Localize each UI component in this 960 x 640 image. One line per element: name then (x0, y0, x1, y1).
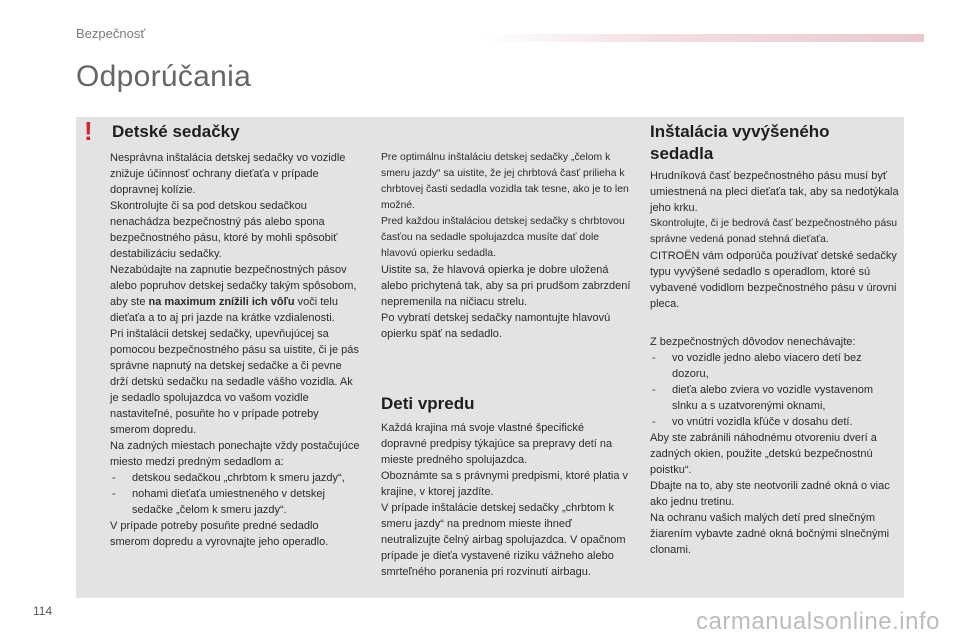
paragraph: Pre optimálnu inštaláciu detskej sedačky „čelom k smeru jazdy“ sa uistite, že jej chrbtová časť prilieha k chrbtovej časti sedadla vozidla tak tesne, ako je to len možné. (381, 152, 629, 211)
text-span: Nezabúdajte na zapnutie bezpečnostných pásov alebo popruhov detskej sedačky takým spôsobom, aby ste (110, 264, 357, 308)
heading-detske-sedacky: Detské sedačky (112, 122, 240, 141)
paragraph: V prípade potreby posuňte predné sedadlo smerom dopredu a vyrovnajte jeho operadlo. (110, 520, 329, 548)
paragraph: Nesprávna inštalácia detskej sedačky vo vozidle znižuje účinnosť ochrany dieťaťa v prípade dopravnej kolízie. (110, 152, 346, 196)
paragraph: Pred každou inštaláciou detskej sedačky s chrbtovou časťou na sedadle spolujazdca musíte dať dole hlavovú opierku sedadla. (381, 216, 625, 259)
watermark: carmanualsonline.info (696, 608, 940, 635)
column-detske-sedacky (110, 150, 360, 550)
list-item: - vo vnútri vozidla kľúče v dosahu detí. (650, 414, 900, 430)
paragraph: Na zadných miestach ponechajte vždy postačujúce miesto medzi predným sedadlom a: (110, 440, 360, 468)
page-title: Odporúčania (76, 60, 252, 93)
list-item: - vo vozidle jedno alebo viacero detí bez dozoru, (650, 350, 900, 382)
heading-instalacia: Inštalácia vyvýšeného sedadla (650, 122, 830, 163)
list (110, 470, 360, 518)
paragraph: Uistite sa, že hlavová opierka je dobre uložená alebo prichytená tak, aby sa pri prudšom zabrzdení nepremenila na ničiacu strelu. (381, 264, 631, 308)
page-number: 114 (33, 604, 53, 618)
exclamation-icon: ! (84, 116, 93, 146)
paragraph: V prípade inštalácie detskej sedačky „chrbtom k smeru jazdy“ na prednom mieste ihneď neutralizujte čelný airbag spolujazdca. V opačnom prípade je dieťa vystavené riziku vážneho alebo smrteľného poranenia pri rozvinutí airbagu. (381, 502, 626, 578)
paragraph: Pri inštalácii detskej sedačky, upevňujúcej sa pomocou bezpečnostného pásu sa uistite, či je pás správne napnutý na detskej sedačke a či pevne drží detskú sedačku na sedadle vášho vozidla. Ak je sedadlo spolujazdca vo vašom vozidle nastaviteľné, posuňte ho v prípade potreby smerom dopredu. (110, 328, 359, 436)
paragraph: Z bezpečnostných dôvodov nenechávajte: (650, 336, 856, 348)
paragraph (110, 262, 360, 326)
list-item: - dieťa alebo zviera vo vozidle vystavenom slnku a s uzatvorenými oknami, (650, 382, 900, 414)
paragraph: Po vybratí detskej sedačky namontujte hlavovú opierku späť na sedadlo. (381, 312, 611, 340)
paragraph: Na ochranu vašich malých detí pred slnečným žiarením vybavte zadné okná bočnými slnečnými clonami. (650, 512, 890, 556)
heading-deti-vpredu: Deti vpredu (381, 394, 475, 413)
header-divider (480, 34, 924, 42)
column-instalacia (650, 168, 900, 312)
paragraph: Hrudníková časť bezpečnostného pásu musí byť umiestnená na pleci dieťaťa tak, aby sa nedotýkala jeho krku. (650, 170, 899, 214)
paragraph: Oboznámte sa s právnymi predpismi, ktoré platia v krajine, v ktorej jazdíte. (381, 470, 628, 498)
paragraph: Aby ste zabránili náhodnému otvoreniu dverí a zadných okien, použite „detskú bezpečnostnú poistku“. (650, 432, 877, 476)
list-item: - detskou sedačkou „chrbtom k smeru jazdy“, (110, 470, 360, 486)
paragraph: CITROËN vám odporúča používať detské sedačky typu vyvýšené sedadlo s operadlom, ktoré sú vybavené vodidlom bezpečnostného pásu v úrovni pleca. (650, 250, 897, 310)
column-bezpecnost (650, 334, 900, 558)
section-label: Bezpečnosť (76, 26, 146, 41)
bold-text: na maximum znížili ich vôľu (148, 296, 295, 308)
paragraph: Každá krajina má svoje vlastné špecifické dopravné predpisy týkajúce sa prepravy detí na mieste predného spolujazdca. (381, 422, 613, 466)
paragraph: Skontrolujte, či je bedrová časť bezpečnostného pásu správne vedená ponad stehná dieťaťa. (650, 218, 898, 245)
paragraph: Dbajte na to, aby ste neotvorili zadné okná o viac ako jednu tretinu. (650, 480, 890, 508)
paragraph: Skontrolujte či sa pod detskou sedačkou nenachádza bezpečnostný pás alebo spona bezpečnostného pásu, ktoré by mohli spôsobiť destabilizáciu sedačky. (110, 200, 338, 260)
list-item: - nohami dieťaťa umiestneného v detskej sedačke „čelom k smeru jazdy“. (110, 486, 360, 518)
column-deti-vpredu (381, 420, 631, 580)
text-span: voči telu dieťaťa a to aj pri jazde na krátke vzdialenosti. (110, 296, 338, 324)
list (650, 350, 900, 430)
column-middle (381, 150, 631, 342)
